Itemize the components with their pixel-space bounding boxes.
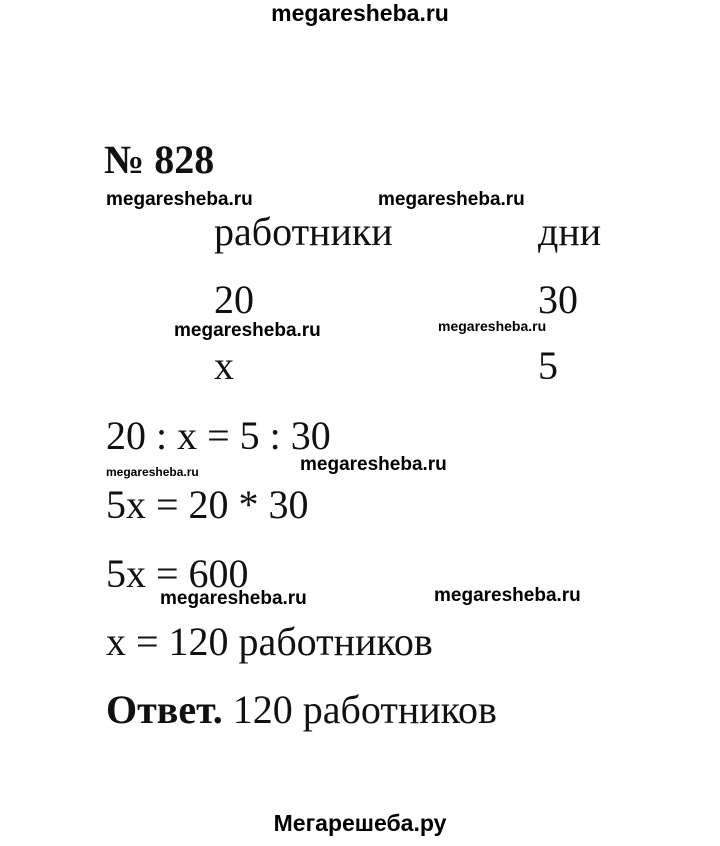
site-watermark-top: megaresheba.ru	[271, 0, 449, 26]
site-watermark-bottom: Мегарешеба.ру	[273, 810, 447, 836]
watermark: megaresheba.ru	[106, 465, 199, 479]
table-header-workers: работники	[214, 209, 393, 254]
watermark: megaresheba.ru	[378, 189, 525, 210]
answer-value: 120 работников	[232, 687, 497, 732]
solution-step-1: 20 : x = 5 : 30	[106, 413, 331, 458]
answer-line	[106, 687, 497, 732]
solution-step-2: 5x = 20 * 30	[106, 482, 309, 527]
table-cell-days-2: 5	[538, 343, 558, 388]
table-cell-days-1: 30	[538, 277, 578, 322]
watermark: megaresheba.ru	[174, 320, 321, 341]
solution-step-3: 5x = 600	[106, 551, 249, 596]
table-cell-workers-1: 20	[214, 277, 254, 322]
watermark: megaresheba.ru	[300, 454, 447, 475]
table-cell-workers-2: x	[214, 343, 234, 388]
problem-number: № 828	[104, 137, 215, 182]
watermark: megaresheba.ru	[438, 318, 547, 334]
watermark: megaresheba.ru	[106, 189, 253, 210]
table-header-days: дни	[538, 209, 602, 254]
watermark: megaresheba.ru	[434, 585, 581, 606]
watermark: megaresheba.ru	[160, 588, 307, 609]
solution-step-4: x = 120 работников	[106, 619, 433, 664]
answer-label: Ответ.	[106, 687, 223, 732]
